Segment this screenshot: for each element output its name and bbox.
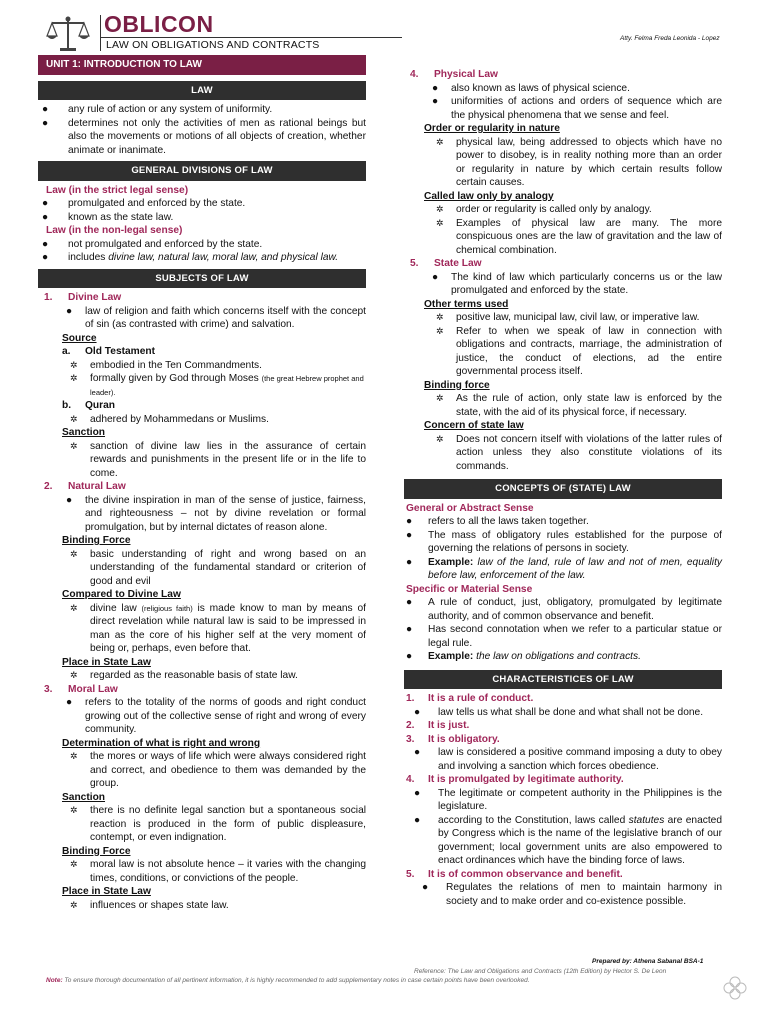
quran-heading: b. Quran — [62, 400, 116, 411]
list-item: ● promulgated and enforced by the state. — [42, 198, 246, 209]
list-item: ● not promulgated and enforced by the state. — [42, 238, 263, 250]
list-item: ✲ Refer to when we speak of law in connection with obligations and contracts, marriage, the administration of justice, the conduct of elections, ad the entire governmental process itself. — [436, 325, 722, 377]
section-header-subjects: SUBJECTS OF LAW — [38, 269, 366, 289]
list-item: ✲ positive law, municipal law, civil law, or imperative law. — [436, 312, 700, 323]
list-item: ● Has second connotation when we refer to a particular statue or legal rule. — [406, 624, 722, 649]
list-item: ● also known as laws of physical science. — [432, 82, 630, 94]
subheading-binding-force: Binding force — [424, 379, 490, 391]
list-item: ● known as the state law. — [42, 211, 174, 223]
list-item: ● law of religion and faith which concerns itself with the concept of sin (as contrasted with crime) and salvation. — [66, 305, 366, 330]
list-item: ● law is considered a positive command imposing a duty to obey and involving a sanction which forces obedience. — [414, 747, 722, 772]
general-sense-heading: General or Abstract Sense — [406, 502, 534, 514]
brand-title: OBLICON — [104, 11, 214, 37]
list-item: ● The legitimate or competent authority in the Philippines is the legislature. — [414, 787, 722, 812]
list-item: ✲ embodied in the Ten Commandments. — [70, 359, 262, 371]
list-item: ✲ Examples of physical law are many. The more conspicuous ones are the law of gravitation and the law of chemical combination. — [436, 217, 722, 256]
subheading-binding-force: Binding Force — [62, 845, 131, 857]
list-item: ● uniformities of actions and orders of sequence which are the physical phenomena that we sense and feel. — [432, 96, 722, 121]
list-item: ✲ the mores or ways of life which were always considered right and correct, and obedience to them was demanded by the group. — [70, 751, 366, 789]
characteristic-2: 2. It is just. — [406, 720, 470, 731]
subheading-source: Source — [62, 332, 97, 344]
flower-icon — [722, 975, 748, 1001]
subheading-order: Order or regularity in nature — [424, 123, 560, 134]
list-item: ● refers to the totality of the norms of goods and right conduct growing out of the collective sense of right and wrong of every community. — [66, 697, 366, 735]
subheading-sanction: Sanction — [62, 427, 106, 438]
list-item: ✲ moral law is not absolute hence – it varies with the changing times, conditions, or convictions of the people. — [70, 859, 366, 884]
subheading-analogy: Called law only by analogy — [424, 190, 554, 202]
list-item: ✲ influences or shapes state law. — [70, 899, 229, 911]
list-item: ✲ sanction of divine law lies in the assurance of certain rewards and punishments in the present life or in the life to come. — [70, 440, 366, 479]
divine-law-heading: 1. Divine Law — [44, 292, 122, 303]
list-item: ✲ adhered by Mohammedans or Muslims. — [70, 413, 269, 425]
left-column — [38, 55, 366, 912]
section-header-law: LAW — [38, 81, 366, 101]
list-item: ✲ regarded as the reasonable basis of state law. — [70, 670, 298, 681]
list-item: ● A rule of conduct, just, obligatory, promulgated by legitimate authority, and of common observance and benefit. — [406, 597, 722, 622]
list-item: ● includes divine law, natural law, moral law, and physical law. — [42, 252, 339, 263]
moral-law-heading: 3. Moral Law — [44, 683, 118, 695]
subheading-determination: Determination of what is right and wrong — [62, 737, 261, 749]
non-legal-sense-heading: Law (in the non-legal sense) — [46, 225, 183, 236]
header-rule — [100, 37, 402, 38]
header-divider — [100, 15, 101, 51]
list-item: ✲ divine law (religious faith) is made know to man by means of direct revelation while natural law is said to be impressed in man as the core of his higher self at the very moment of being or, perhaps, even before that. — [70, 602, 366, 654]
footnote: Note: To ensure thorough documentation of all pertinent information, it is highly recommended to add supplementary notes in case certain points have been overlooked. — [46, 977, 530, 984]
course-subtitle: LAW ON OBLIGATIONS AND CONTRACTS — [106, 39, 320, 51]
list-item: ● Regulates the relations of men to maintain harmony in society and to make order and co-existence possible. — [422, 882, 722, 907]
list-item: ✲ basic understanding of right and wrong based on an understanding of the fundamental standard or criterion of good and evil — [70, 548, 366, 587]
list-item: ✲ formally given by God through Moses (the great Hebrew prophet and leader). — [70, 373, 364, 397]
strict-sense-heading: Law (in the strict legal sense) — [46, 184, 189, 196]
state-law-heading: 5. State Law — [410, 258, 482, 269]
subheading-binding-force: Binding Force — [62, 535, 131, 546]
list-item: ● Example: law of the land, rule of law and not of men, equality before law, enforcement of the law. — [406, 556, 722, 581]
reference: Reference: The Law and Obligations and Contracts (12th Edition) by Hector S. De Leon — [414, 968, 667, 975]
characteristic-5: 5. It is of common observance and benefit. — [406, 868, 623, 880]
old-testament-heading: a. Old Testament — [62, 346, 156, 357]
subheading-concern: Concern of state law — [424, 420, 524, 431]
list-item: ● law tells us what shall be done and what shall not be done. — [414, 706, 704, 718]
list-item: ✲ As the rule of action, only state law is enforced by the state, with the aid of its physical force, if necessary. — [436, 393, 722, 418]
characteristic-4: 4. It is promulgated by legitimate authority. — [406, 774, 624, 785]
right-column — [404, 68, 722, 908]
list-item: ✲ order or regularity is called only by analogy. — [436, 204, 652, 215]
subheading-place: Place in State Law — [62, 886, 151, 897]
author-name: Atty. Felma Freda Leonida - Lopez — [620, 35, 720, 42]
specific-sense-heading: Specific or Material Sense — [406, 583, 533, 595]
section-header-divisions: GENERAL DIVISIONS OF LAW — [38, 161, 366, 181]
list-item: ● The mass of obligatory rules established for the purpose of governing the relations of persons in society. — [406, 529, 722, 554]
list-item: ✲ physical law, being addressed to objects which have no power to disobey, is in reality nothing more than an order or regularity in nature by which certain results follow certain causes. — [436, 136, 722, 188]
list-item: ✲ there is no definite legal sanction but a spontaneous social reaction is produced in the form of public displeasure, contempt, or even indignation. — [70, 805, 366, 843]
prepared-by: Prepared by: Athena Sabanal BSA-1 — [592, 958, 704, 965]
natural-law-heading: 2. Natural Law — [44, 481, 126, 492]
section-header-characteristics: CHARACTERISTICES OF LAW — [404, 670, 722, 690]
subheading-place: Place in State Law — [62, 656, 151, 668]
list-item: ● any rule of action or any system of uniformity. — [42, 104, 273, 115]
section-header-concepts: CONCEPTS OF (STATE) LAW — [404, 479, 722, 499]
characteristic-1: 1. It is a rule of conduct. — [406, 693, 534, 704]
list-item: ● determines not only the activities of men as rational beings but also the movements or motions of all objects of creation, whether animate or inanimate. — [42, 117, 366, 156]
list-item: ● The kind of law which particularly concerns us or the law promulgated and enforced by the state. — [432, 271, 722, 296]
scales-of-justice-logo — [46, 14, 90, 54]
list-item: ● according to the Constitution, laws called statutes are enacted by Congress which is the name of the legislative branch of our government; local government units are also empowered to enact ordinances which have the binding force of laws. — [414, 814, 722, 866]
list-item: ✲ Does not concern itself with violations of the latter rules of action unless they also constitute violations of its commands. — [436, 433, 722, 472]
list-item: ● Example: the law on obligations and contracts. — [406, 651, 641, 662]
subheading-sanction: Sanction — [62, 791, 106, 803]
physical-law-heading: 4. Physical Law — [410, 69, 498, 80]
characteristic-3: 3. It is obligatory. — [406, 733, 500, 745]
list-item: ● refers to all the laws taken together. — [406, 516, 589, 527]
unit-banner: UNIT 1: INTRODUCTION TO LAW — [38, 55, 366, 75]
subheading-other-terms: Other terms used — [424, 298, 509, 310]
subheading-compared: Compared to Divine Law — [62, 589, 181, 600]
list-item: ● the divine inspiration in man of the sense of justice, fairness, and righteousness – not by divine revelation or formal promulgation, but by internal dictates of reason alone. — [66, 494, 366, 533]
